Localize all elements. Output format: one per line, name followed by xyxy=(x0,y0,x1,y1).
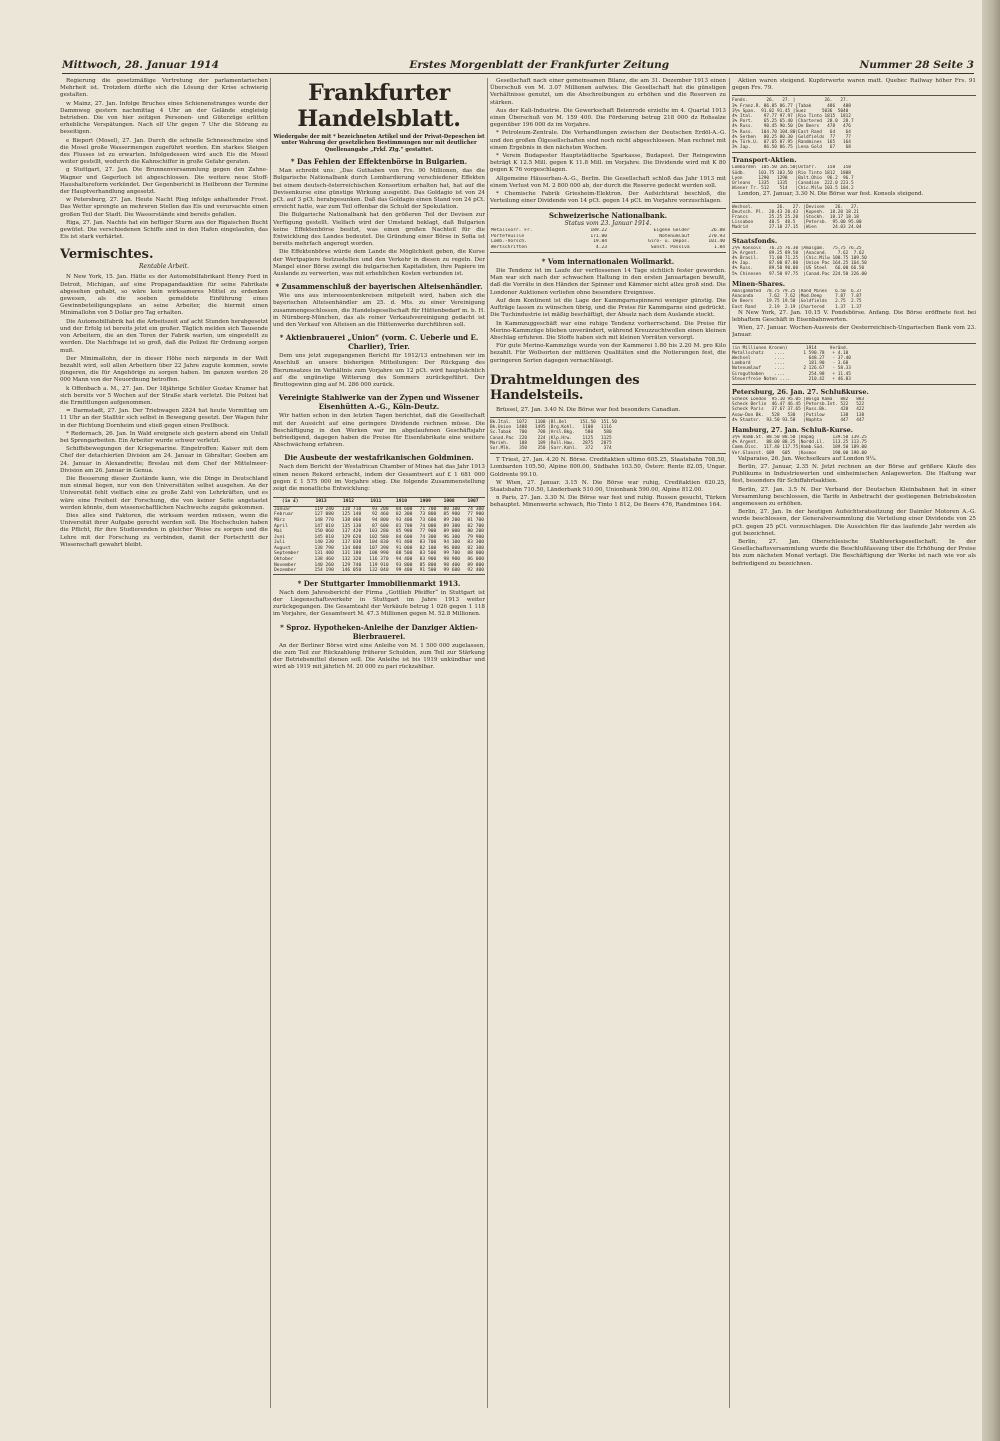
table-cell: 85 900 xyxy=(395,529,413,535)
article-paragraph: Für gute Merino-Kammzüge wurde von der Kammerei 1.80 bis 2.20 M. pro Kilo bezahlt. Für Wollsorten der mittleren Qualitäten sind die Notierungen fest, die geringeren Sorten dagegen vernachlässigt. xyxy=(490,343,726,364)
table-cell: 93 400 xyxy=(395,517,413,523)
drahtmeldungen-heading: Drahtmeldungen des Handelsteils. xyxy=(490,372,640,403)
table-cell: 19.84 xyxy=(593,239,607,245)
market-report: Berlin, 27. Jan. Oberschlesische Stahlwerksgesellschaft. In der Gesellschaftsversammlung wurde die Beschlußfassung über die Erhöhung der Preise bis zum nächsten Monat vertagt. Die Beschäftigung der Werke ist nach wie vor als befriedigend zu bezeichnen. xyxy=(732,539,976,567)
market-report: Brüssel, 27. Jan. 3.40 N. Die Börse war fest besonders Canadian. xyxy=(496,406,681,413)
table-cell: 4.23 xyxy=(595,244,607,250)
column-2 xyxy=(273,78,485,1418)
table-cell: 26.88 xyxy=(711,228,725,234)
table-cell: April xyxy=(274,523,288,529)
table-cell: 138 790 xyxy=(314,545,334,551)
bank-statement-table: (in Millionen Kronen) 1914 Veränd. Metallschatz .... 1 590.78 + 4.10 Wechsel .... 648.27 - 37.40 Lombard .... 181.90 - 3.68 Notenumlauf .... 2 126.67 - 58.33 Giroguthaben .... 254.98 + 11.45 Steuerfreie Noten .... 210.42 + 46.83 xyxy=(732,343,976,385)
article-paragraph: Wir hatten schon in den letzten Tagen berichtet, daß die Gesellschaft mit der Aussicht auf eine geringere Dividende rechnen müsse. Die Beschäftigung in den Werken war im abgelaufenen Geschäftsjahr befriedigend, dagegen haben die Preise für Eisenfabrikate eine weitere Abschwächung erfahren. xyxy=(273,413,485,449)
gold-production-table xyxy=(273,497,485,575)
table-cell: 89 300 xyxy=(443,523,461,529)
article-paragraph: * Verein Budapester Hauptstädtische Sparkasse, Budapest. Der Reingewinn beträgt K 12.5 Mill. gegen K 11.8 Mill. im Vorjahre. Die Dividende wird mit K 80 gegen K 76 vorgeschlagen. xyxy=(490,153,726,174)
box-title: Schweizerische Nationalbank. xyxy=(548,211,668,221)
table-cell: Oktober xyxy=(274,557,294,563)
table-cell: 84 600 xyxy=(395,534,413,540)
table-cell: Juni xyxy=(274,534,286,540)
table-cell: 89 000 xyxy=(443,529,461,535)
table-cell: 74 000 xyxy=(419,523,437,529)
table-cell: 129 620 xyxy=(341,534,362,540)
table-cell: 87 600 xyxy=(371,523,389,529)
table-cell: 93 800 xyxy=(395,562,413,568)
table-cell: 1.84 xyxy=(713,244,725,250)
news-item: Dies alles sind Faktoren, die wirksam werden müssen, wenn die Universität ihrer Aufgabe gerecht werden soll. Die Hochschulen haben die Pflicht, für ihre Studierenden in gleicher Weise zu sorgen und die Lehre mit der Forschung zu verbinden, damit der Fortschritt der Wissenschaft gewahrt bleibt. xyxy=(60,512,268,548)
table-cell: 146 050 xyxy=(341,568,362,574)
table-cell: 89 200 xyxy=(443,517,461,523)
paris-quotes: Fonds. 26. 27. | 26. 27. 3% Franz.R. 86.85 86.77 |Tabak 486 488 3½% Span. 91.02 91.45 |Suez 5036 5040 4% Ital. 97.77 97.97 |Rio Tinto 1815 1812 3% Port. 65.25 65.40 |Chartered 28.0 28.7 4% Russ. 90.45 90.50 |De Beers 478 476 5% Russ. 104.70 104.80|East Rand 64 64 4% Serben 80.25 80.30 |Goldfields 77 77 4% Türk.U. 87.65 87.95 |Randmines 165 164 3% Jap. 86.50 86.75 |Lena Gold 67 68 xyxy=(732,95,976,153)
table-cell: 94 100 xyxy=(443,540,461,546)
table-cell: Notenumlauf xyxy=(659,233,690,239)
page-binding-edge xyxy=(982,0,1000,1441)
news-item: Schiffsbewegungen der Kriegsmarine. Eingetroffen: Kaiser mit dem Chef der detachierten Division am 24. Januar in Gibraltar; Goeben am 24. Januar in Alexandrette; Breslau mit dem Chef der Mittelmeer-Division am 26. Januar in Genua. xyxy=(60,446,268,474)
table-cell: 140 230 xyxy=(314,540,334,546)
header-page-number: Nummer 28 Seite 3 xyxy=(859,58,974,71)
table-cell: 132 040 xyxy=(369,568,389,574)
table-cell: 154 190 xyxy=(314,568,334,574)
column-rule xyxy=(729,78,730,1408)
table-cell: 74 300 xyxy=(419,534,437,540)
table-cell: 131 400 xyxy=(314,551,334,557)
transport-quotes: Lombarden 105.50 105.50|Ostafr. 158 158 Südb. 103.75 103.50 |Rio Tinto 1812 1808 Lyon 1290 1298 |Balt.Ohio 96.2 96.7 Orleans 1335 1335 |Canadian 222.0 223.5 Wiener Tr. 512 514 |Chic.Milw 103.5 104.2 xyxy=(732,165,854,192)
table-cell: 82 300 xyxy=(395,512,413,518)
quotes-heading: Minen-Shares. xyxy=(732,279,786,288)
table-header-cell: 1910 xyxy=(390,498,414,507)
page-header xyxy=(62,58,974,74)
article-title: * Aktienbrauerei „Union“ (vorm. C. Ueberle und E. Charlier), Trier. xyxy=(279,333,479,352)
market-report: Berlin, 27. Januar, 2.35 N. Jetzt rechnen an der Börse auf größere Käufe des Publikums in Industriewerten und einheimischen Anlagewerten. Die Haltung war fest, besonders für Schiffahrtsaktien. xyxy=(732,463,976,485)
article-paragraph: * Chemische Fabrik Griesheim-Elektron. Der Aufsichtsrat beschloß, die Verteilung einer Dividende von 14 pCt. gegen 14 pCt. im Vorjahre vorzuschlagen. xyxy=(490,191,726,205)
table-cell: 119 240 xyxy=(314,506,334,512)
table-cell: September xyxy=(274,551,299,557)
table-cell: 98 400 xyxy=(443,562,461,568)
table-cell: 148 770 xyxy=(314,517,334,523)
table-cell: November xyxy=(274,562,297,568)
table-cell: 80 100 xyxy=(443,506,461,512)
table-cell: 83 300 xyxy=(467,540,484,546)
quotes-heading: Transport-Aktien. xyxy=(732,156,797,165)
table-cell: Januar xyxy=(274,506,291,512)
article-paragraph: Dem uns jetzt zugegangenen Bericht für 1912/13 entnehmen wir im Anschluß an unsere bisherigen Mitteilungen: Der Rückgang des Bierumsatzes im Verhältnis zum Vorjahre um 12 pCt. wird hauptsächlich auf die ungünstige Witterung des Sommers zurückgeführt. Der Bruttogewinn ging auf M. 286 000 zurück. xyxy=(273,353,485,389)
table-cell: 73 600 xyxy=(419,517,437,523)
table-cell: 94 800 xyxy=(371,517,389,523)
market-report: N New York, 27. Jan. 10.15 V. Fondsbörse. Anfang. Die Börse eröffnete fest bei lebhaftem Geschäft in Eisenbahnwerten. xyxy=(732,309,976,323)
news-item: k Offenbach a. M., 27. Jan. Der 18jährige Schüler Gustav Kramer hat sich bereits vor 5 Wochen auf der Straße stark verletzt. Die Polizei hat die Ermittlungen aufgenommen. xyxy=(60,385,268,406)
masthead-note: Wiedergabe der mit * bezeichneten Artikel und der Privat-Depeschen ist unter Wahrung der gesetzlichen Bestimmungen nur mit deutlicher Quellenangabe „Frkf. Ztg.“ gestattet. xyxy=(273,134,485,153)
table-cell: 118 710 xyxy=(341,506,362,512)
section-title: Vermischtes. xyxy=(60,247,154,263)
table-cell: Februar xyxy=(274,512,294,518)
article-title: * Sproz. Hypotheken-Anleihe der Danziger Aktien-Bierbrauerei. xyxy=(280,622,478,641)
article-title: Vereinigte Stahlwerke van der Zypen und Wissener Eisenhütten A.-G., Köln-Deutz. xyxy=(278,393,480,412)
london-exchange-quotes: Wechsel. 26. 27. |Devisen 26. 27. Deutsch. Pl. 20.43 20.43 |Kopenh. 18.20 18.21 Francs 25.25 25.20 |Stockh. 18.17 18.18 Lissabon 40.5 40.5 |Petersb. 95.00 95.00 Madrid 27.10 27.15 |Wien 24.03 24.04 xyxy=(732,202,976,234)
article-paragraph: Auf dem Kontinent ist die Lage der Kammgarnspinnerei weniger günstig. Die Aufträge lassen zu wünschen übrig, und die Preise für Kammgarne sind gedrückt. Die Tuchindustrie ist mäßig beschäftigt, der Absatz nach dem Auslande stockt. xyxy=(490,297,726,319)
table-cell: 99 700 xyxy=(443,551,461,557)
market-report: Wien, 27. Januar. Wochen-Ausweis der Oesterreichisch-Ungarischen Bank vom 23. Januar. xyxy=(732,325,976,339)
news-item: = Darmstadt, 27. Jan. Der Triebwagen 2824 hat heute Vormittag um 11 Uhr an der Stalltür sich selbst in Bewegung gesetzt. Der Wagen fuhr in der Richtung Dornheim und stieß gegen einen Prellbock. xyxy=(60,408,268,429)
news-item: Der Minimallohn, der in dieser Höhe noch nirgends in der Welt bezahlt wird, soll allen Arbeitern über 22 Jahre zugute kommen, sowie jüngeren, die für Angehörige zu sorgen haben. Im ganzen werden 26 000 Mann von der Neuordnung betroffen. xyxy=(60,355,268,384)
table-cell: 140 260 xyxy=(314,562,334,568)
column-3 xyxy=(490,78,726,1418)
news-item: w Mainz, 27. Jan. Infolge Bruches eines Schienenstranges wurde der Dammweg gestern nachmittag 4 Uhr an der Gelände eingleisig betrieben. Die von hier zeitigen Personen- und Güterzüge erlitten erhebliche Verspätungen. Nach elf Uhr gegen 7 Uhr die Störung zu beseitigen. xyxy=(60,100,268,136)
header-edition: Erstes Morgenblatt der Frankfurter Zeitung xyxy=(409,58,670,71)
table-cell: 102 580 xyxy=(369,534,389,540)
nationalbank-table xyxy=(490,228,726,250)
table-cell: 135 130 xyxy=(341,523,362,529)
table-cell: 150 060 xyxy=(314,529,334,535)
table-cell: 116 370 xyxy=(369,557,389,563)
table-cell: 83 900 xyxy=(419,557,437,563)
table-cell: Metallvorr. Fr. xyxy=(491,228,533,234)
section-subtitle: Rentable Arbeit. xyxy=(139,263,189,271)
news-item: e Bieport (Mosel), 27. Jan. Durch die schnelle Schneeschmelze sind die Mosel große Wassermengen zugeführt worden. Ein starkes Steigen des Flusses ist zu erwarten. Infolgedessen wird auch Eis die Mosel weiter gestellt, wodurch die Kahnschiffer in große Gefahr geraten. xyxy=(60,137,268,166)
article-paragraph: Nach dem Bericht der Westafrican Chamber of Mines hat das Jahr 1913 einen neuen Rekord erbracht, indem der Gesamtwert auf £ 1 681 000 gegen £ 1 575 000 im Vorjahre stieg. Die folgende Zusammenstellung zeigt die monatliche Entwicklung: xyxy=(273,464,485,492)
market-report: Aktien waren steigend. Kupferwerte waren matt. Quebec Railway höher Frs. 91 gegen Frs. 79. xyxy=(732,78,976,92)
table-cell: 137 030 xyxy=(341,540,362,546)
market-report: Valparaiso, 26. Jan. Wechselkurs auf London 9¼. xyxy=(738,455,877,462)
table-cell: Lomb.-Vorsch. xyxy=(491,239,527,245)
market-report: W Wien, 27. Januar. 3.15 N. Die Börse war ruhig, Creditaktien 620.25, Staatsbahn 710.50, Länderbank 510.00, Unionbank 590.00, Alpine 812.00. xyxy=(490,479,726,493)
article-paragraph: Die Bulgarische Nationalbank hat den größeren Teil der Devisen zur Verfügung gestellt. Vielfach wird der Umstand beklagt, daß Bulgarien keine Effektenbörse besitzt, was einen großen Nachteil für die Entwicklung des Landes bedeutet. Die Gründung einer Börse in Sofia ist bereits mehrfach angeregt worden. xyxy=(273,212,485,248)
mining-quotes: Amalgamated 78.75 79.25 |Rand Mines 6.50 6.37 Anaconda 7.62 7.62 |Mod.Deep 7.87 7.87 De Beers 19.75 19.50 |Goldfields 2.75 2.75 East Rand 2.19 2.19 |Chartered 1.37 1.37 xyxy=(732,288,862,310)
article-title: * Der Stuttgarter Immobilienmarkt 1913. xyxy=(297,578,461,588)
table-cell: Sonst. Passiva xyxy=(650,244,690,250)
table-cell: 83 700 xyxy=(419,540,437,546)
table-cell: 189.22 xyxy=(590,228,607,234)
article-paragraph: Nach dem Jahresbericht der Firma „Gottlieb Pfeiffer“ in Stuttgart ist der Liegenschaftsverkehr in Stuttgart im Jahre 1913 weiter zurückgegangen. Die Gesamtzahl der Verkäufe betrug 1 026 gegen 1 118 im Vorjahre, der Gesamtwert M. 47.3 Millionen gegen M. 52.8 Millionen. xyxy=(273,589,485,618)
article-paragraph: Die Tendenz ist im Laufe der verflossenen 14 Tage sichtlich fester geworden. Man war sich nach der schwachen Haltung in den ersten Januartagen bewußt, daß die Vorräte in den Händen der Spinner und Kämmer nicht allzu groß sind. Die Londoner Auktionen verliefen ohne besondere Ereignisse. xyxy=(490,268,726,296)
table-cell: 85 800 xyxy=(419,562,437,568)
table-cell: 270.93 xyxy=(708,233,725,239)
table-cell: 89 800 xyxy=(467,562,484,568)
table-header-cell: 1912 xyxy=(335,498,362,507)
table-header-cell: 1911 xyxy=(362,498,389,507)
table-cell: 71 700 xyxy=(419,506,437,512)
table-header-cell: 1907 xyxy=(461,498,485,507)
column-1 xyxy=(60,78,268,1418)
staatsfonds-quotes: 2½% Konsols 76.25 76.30 |Amalgam. 75.75 76.25 3% Argent. 89.25 89.50 |Anacond. 7.62 7.62 4% Brasil. 71.00 71.25 |Chic.Milw 108.75 109.50 4% Jap. 87.00 87.00 |Union Pac 164.25 164.50 4% Russ. 89.50 90.00 |US Steel 66.00 66.50 5% Chinesen 97.50 97.75 |Canad.Pac 224.50 226.00 xyxy=(732,245,867,277)
article-paragraph: Die Effektenbörse würde dem Lande die Möglichkeit geben, die Kurse der Wertpapiere festzustellen und den Verkehr in diesen zu regeln. Der Mangel einer Börse zwingt die bulgarischen Kapitalisten, ihre Papiere im Auslande zu verwerten, was mit erheblichen Kosten verbunden ist. xyxy=(273,249,485,278)
table-cell: Dezember xyxy=(274,568,297,574)
table-cell: 96 300 xyxy=(443,534,461,540)
news-item: Die Automobilfabrik hat die Arbeitszeit auf acht Stunden herabgesetzt und der Erfolg ist bereits jetzt ein großer. Täglich melden sich Tausende von Arbeitern, die an den Toren der Fabrik warten, um eingestellt zu werden. Die Nachfrage ist so groß, daß die Polizei für Ordnung sorgen muß. xyxy=(60,318,268,354)
table-cell: 147 010 xyxy=(314,523,334,529)
table-cell: 127 080 xyxy=(314,512,334,518)
article-paragraph: Man schreibt uns: „Das Guthaben von Frs. 90 Millionen, das die Bulgarische Nationalbank durch Lombardierung verschiedener Effekten bei einem deutsch-österreichischen Konsortium erhalten hat, hat auf die Devisenkurse eine günstige Wirkung ausgeübt. Das Goldagio ist von 24 pCt. auf 3 pCt. herabgesunken. Daß das Goldagio einen Stand von 24 pCt. erreicht hatte, war zum Teil offenbar die Schuld der Spekulation. xyxy=(273,168,485,211)
table-cell: 119 910 xyxy=(369,562,389,568)
column-rule xyxy=(487,78,488,1408)
table-cell: 81 700 xyxy=(467,517,484,523)
table-cell: 91 400 xyxy=(395,540,413,546)
table-cell: 77 900 xyxy=(419,529,437,535)
table-cell: 84 600 xyxy=(395,506,413,512)
table-header-cell: 1913 xyxy=(307,498,334,507)
table-cell: 77 900 xyxy=(467,512,484,518)
table-cell: 99 400 xyxy=(395,568,413,574)
table-cell: 82 300 xyxy=(467,545,484,551)
table-cell: 93 200 xyxy=(371,506,389,512)
table-cell: 171.80 xyxy=(590,233,607,239)
table-cell: 125 140 xyxy=(341,512,362,518)
article-paragraph: Aus der Kali-Industrie. Die Gewerkschaft Beienrode erzielte im 4. Quartal 1913 einen Überschuß von M. 159 400. Die Förderung betrug 218 000 dz Rohsalze gegenüber 196 000 dz im Vorjahre. xyxy=(490,107,726,129)
table-cell: 129 740 xyxy=(341,562,362,568)
handelsblatt-masthead: Frankfurter Handelsblatt. xyxy=(297,80,461,132)
table-cell: 104 830 xyxy=(369,540,389,546)
table-cell: 91 000 xyxy=(395,545,413,551)
news-item: Die Besserung dieser Zustände kann, wie die Dinge in Deutschland nun einmal liegen, nur von den Universitäten selbst ausgehen. An der Universität fehlt vielfach eine zu große Zahl von Lehrkräften, und es wäre eine Freiheit der Forschung, die von keiner Seite angetastet werden könnte, dem wissenschaftlichen Nachwuchs zugute gekommen. xyxy=(60,475,268,511)
market-report: Berlin, 27. Jan. 3.5 N. Der Verband der Deutschen Kleinbahnen hat in einer Versammlung beschlossen, die Tarife in Anbetracht der gestiegenen Betriebskosten angemessen zu erhöhen. xyxy=(732,486,976,507)
table-row xyxy=(490,245,726,250)
table-cell: 138 460 xyxy=(314,557,334,563)
table-cell: Giro- u. Depos. xyxy=(648,239,690,245)
table-cell: 92 460 xyxy=(371,512,389,518)
table-cell: August xyxy=(274,545,291,551)
news-item: Riga, 27. Jan. Nachts hat ein heftiger Sturm aus der Rigaischen Bucht gewütet. Die verschiedenen Schiffe sind in den Hafen eingelaufen, das Eis ist stark verhärtet. xyxy=(60,219,268,241)
table-cell: Wertschriften xyxy=(491,244,527,250)
box-subtitle: Status vom 23. Januar 1914. xyxy=(564,220,652,228)
table-cell: 88 000 xyxy=(467,551,484,557)
table-cell: 94 400 xyxy=(395,557,413,563)
news-item: g Stuttgart, 27. Jan. Die Brunnenversammlung gegen den Zahne-Wagner und Gegerloch ist abgeschlossen. Die weitere neue Stoff-Haushaltsreform verkündet. Der Gegenbericht in Heilbronn der Termine der Hauptverhandlung angesetzt. xyxy=(60,167,268,196)
column-rule xyxy=(270,78,271,1408)
article-title: Die Ausbeute der westafrikanischen Goldminen. xyxy=(284,453,474,463)
market-report: n Paris, 27. Jan. 3.30 N. Die Börse war fest und ruhig. Russen gesucht, Türken behauptet. Minenwerte schwach, Rio Tinto 1 812, De Beers 476, Randmines 164. xyxy=(490,495,726,509)
news-item: N New York, 15. Jan. Hätte es der Automobilfabrikant Henry Ford in Detroit, Michigan, auf eine Propagandaaktion für seine Fabrikate abgesehen gehabt, so wäre kein wirksameres Mittel zu erdenken gewesen, als die soeben gemeldete Einführung eines Gewinnbeteiligungsplans an seine Arbeiter, die hiermit einen Minimallohn von 5 Dollar pro Tag erhalten. xyxy=(60,274,268,317)
article-title: * Vom internationalen Wollmarkt. xyxy=(541,257,675,267)
nationalbank-status-box xyxy=(490,208,726,253)
news-item: * Redernach, 26. Jan. In Wald ereignete sich gestern abend ein Unfall bei Sprengarbeiten. Ein Arbeiter wurde schwer verletzt. xyxy=(60,430,268,444)
table-cell: 82 700 xyxy=(467,523,484,529)
table-cell: 98 900 xyxy=(443,557,461,563)
table-cell: März xyxy=(274,517,286,523)
market-report: Berlin, 27. Jan. In der heutigen Aufsichtsratssitzung der Daimler Motoren A.-G. wurde beschlossen, der Generalversammlung die Verteilung einer Dividende von 25 pCt. gegen 25 pCt. vorzuschlagen. Die Aussichten für das laufende Jahr werden als gut bezeichnet. xyxy=(732,509,976,537)
article-paragraph: An der Berliner Börse wird eine Anleihe von M. 1 500 000 zugelassen, die zum Teil zur Rückzahlung früherer Schulden, zum Teil zur Stärkung der Betriebsmittel dienen soll. Die Anleihe ist bis 1919 unkündbar und wird ab 1919 mit jährlich M. 20 000 zu pari rückzahlbar. xyxy=(273,642,485,671)
article-paragraph: In Kammzuggeschäft war eine ruhige Tendenz vorherrschend. Die Preise für Merino-Kammzüge blieben unverändert, während Kreuzzuchtwollen einen kleinen Abschlag erfuhren. Die Stoffe haben sich mit kleinen Vorräten versorgt. xyxy=(490,320,726,341)
column-4 xyxy=(732,78,976,1418)
table-cell: 138 060 xyxy=(341,517,362,523)
table-cell: 99 600 xyxy=(443,568,461,574)
table-cell: Juli xyxy=(274,540,286,546)
table-cell: 83 500 xyxy=(419,551,437,557)
article-title: * Zusammenschluß der bayerischen Alteisenhändler. xyxy=(275,282,483,292)
article-paragraph: * Petroleum-Zentrale. Die Verhandlungen zwischen der Deutschen Erdöl-A.-G. und den großen Ölgesellschaften sind noch nicht abgeschlossen. Man rechnet mit einem Ergebnis in den nächsten Wochen. xyxy=(490,130,726,151)
table-header-cell: (in £) xyxy=(273,498,307,507)
table-cell: 103 280 xyxy=(369,529,389,535)
table-row xyxy=(273,568,485,574)
table-cell: 145 010 xyxy=(314,534,334,540)
article-paragraph: Gesellschaft nach einer gemeinsamen Bilanz, die am 31. Dezember 1913 einen Überschuß von M. 3.07 Millionen aufwies. Die Gesellschaft hat die günstigen Verhältnisse genutzt, um die Abschreibungen zu erhöhen und die Reserven zu stärken. xyxy=(490,78,726,106)
article-paragraph: Allgemeine Häuserbau-A.-G., Berlin. Die Gesellschaft schloß das Jahr 1913 mit einem Verlust von M. 2 800 000 ab, der durch die Reserve gedeckt werden soll. xyxy=(490,175,726,189)
quotes-heading: Hamburg, 27. Jan. Schluß-Kurse. xyxy=(732,425,854,434)
table-cell: 74 300 xyxy=(467,506,484,512)
header-date: Mittwoch, 28. Januar 1914 xyxy=(62,58,219,71)
news-item: w Petersburg, 27. Jan. Heute Nacht Rieg infolge anhaltender Frost. Das Wetter sprengte an mehreren Stellen das Eis und verursachte einen großen Teil der Stadt. Die Wasserstände sind bereits gefallen. xyxy=(60,197,268,218)
table-cell: 73 800 xyxy=(419,512,437,518)
table-cell: 81 700 xyxy=(395,523,413,529)
table-cell: 86 000 xyxy=(467,557,484,563)
quotes-heading: Petersburg, 26. Jan. 27. Schlußkurse. xyxy=(732,387,869,396)
intro-paragraph: Regierung die gesetzmäßige Vertretung der parlamentarischen Mehrheit ist. Trotzdem dürfte sich die Lösung der Krise schwierig gestalten. xyxy=(60,78,268,99)
article-paragraph: Wie uns aus interessentenkreisen mitgeteilt wird, haben sich die bayerischen Alteisenhändler am 25. d. Mts. zu einer Vereinigung zusammengeschlossen, die Handelsgesellschaft für Hüttenbedarf m. b. H. in Nürnberg-München, das als reiner Verkaufsvereinigung gedacht ist und den Verkauf von Alteisen an die Hüttenwerke durchführen soll. xyxy=(273,293,485,329)
table-cell: 137 420 xyxy=(341,529,362,535)
petersburg-quotes: Scheck London 95.10 95.05 |Wolga Kama 882 883 Scheck Berlin 46.47 46.45 |Petersb.Int. 522 522 Scheck Paris 37.67 37.65 |Russ.Bk. 420 422 Asow-Don Bk. 528 530 |Putilow 138 138 4% Staatsr. 93.50 93.50 |Naphta 447 447 xyxy=(732,396,865,423)
table-cell: 88 500 xyxy=(395,551,413,557)
market-report: London, 27. Januar, 3.30 N. Die Börse war fest. Konsols steigend. xyxy=(738,191,924,198)
table-cell: 108 990 xyxy=(369,551,389,557)
market-report: T Triest, 27. Jan. 4.20 N. Börse. Creditaktien ultimo 605.25, Staatsbahn 708.50, Lombarden 105.50, Alpine 800.00, Südbahn 103.50, Österr. Rente 82.05, Ungar. Goldrente 99.10. xyxy=(490,457,726,478)
table-cell: 82 100 xyxy=(419,545,437,551)
table-header-cell: 1909 xyxy=(413,498,437,507)
table-cell: Eigene Gelder xyxy=(653,228,690,234)
table-cell: 132 320 xyxy=(341,557,362,563)
table-cell: Mai xyxy=(274,529,283,535)
table-cell: Portefeuille xyxy=(491,233,525,239)
table-cell: 107 390 xyxy=(369,545,389,551)
table-cell: 85 900 xyxy=(443,512,461,518)
table-cell: 92 400 xyxy=(467,568,484,574)
table-cell: 80 200 xyxy=(467,529,484,535)
table-cell: 79 900 xyxy=(467,534,484,540)
table-cell: 101.40 xyxy=(708,239,725,245)
table-cell: 134 080 xyxy=(341,545,362,551)
table-cell: 91 500 xyxy=(419,568,437,574)
table-header-cell: 1908 xyxy=(437,498,461,507)
table-cell: 96 800 xyxy=(443,545,461,551)
table-cell: 131 180 xyxy=(341,551,362,557)
quotes-heading: Staatsfonds. xyxy=(732,236,778,245)
hamburg-quotes: 3½% Hamb.St. 88.50 88.50 |Hapag 139.50 139.25 4% Argent. 88.00 88.25 |Nordd.Ll. 113.25 113.75 Comm.Disc. 117.40 117.75|Hamb.Süd. 189.50 189.00 Ver.Glanzst. 609 605 |Kosmos 190.00 190.00 xyxy=(732,434,867,456)
bruessel-quotes: Bk.Ital. 1072 1108 |Bl.Oel 151.50 151.50 Bk.Union 1488 1495 |Brg.Kohl. 1100 1116 Sc.Tabak 700 708 |Hrsl.Bkg. 580 580 Canad.Pac 220 224 |Klp.Hrw. 1125 1125 Marieh. 188 189 |Roll.Haw. 2875 2875 Sor.Mlk. 350 350 |Sarr.Kohl. 372 374 xyxy=(490,417,726,454)
article-title: * Das Fehlen der Effektenbörse in Bulgarien. xyxy=(290,157,468,167)
